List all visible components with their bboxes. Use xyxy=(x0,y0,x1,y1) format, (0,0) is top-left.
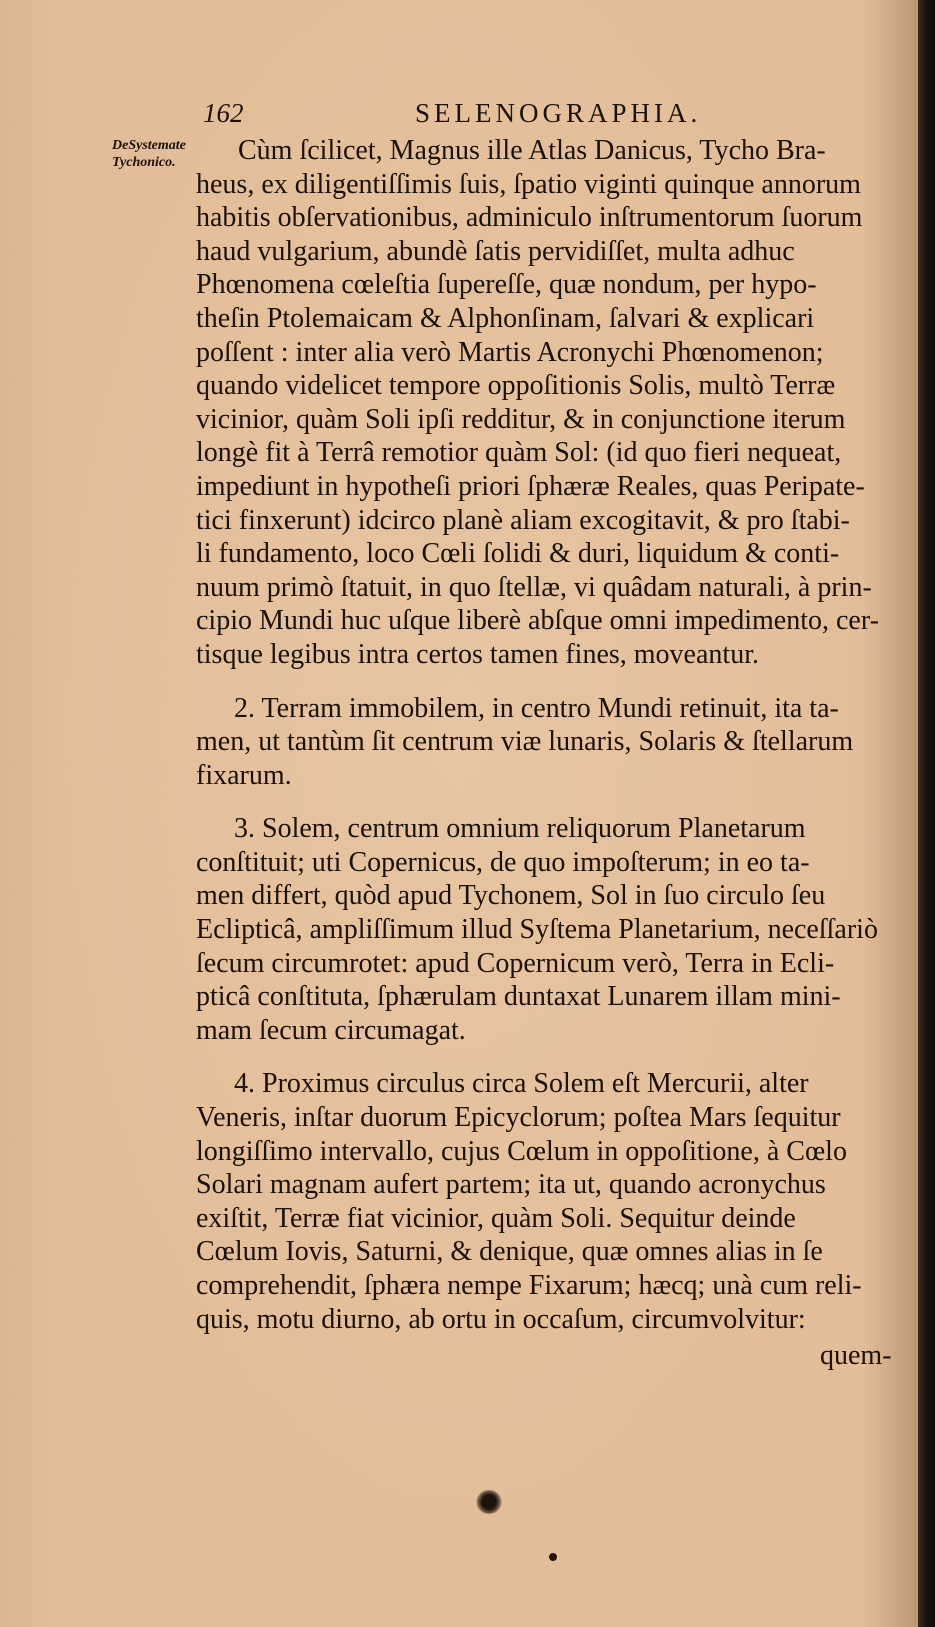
text-line: haud vulgarium, abundè ſatis pervidiſſet, multa adhuc xyxy=(196,235,795,267)
marginal-note xyxy=(112,137,202,171)
text-line: Cùm ſcilicet, Magnus ille Atlas Danicus, Tycho Bra- xyxy=(238,135,826,166)
text-line: li fundamento, loco Cœli ſolidi & duri, liquidum & conti- xyxy=(196,538,840,570)
text-line: 4. Proximus circulus circa Solem eſt Mercurii, alter xyxy=(234,1068,809,1100)
page-number: 162 xyxy=(203,98,244,128)
text-line: longè fit à Terrâ remotior quàm Sol: (id quo fieri nequeat, xyxy=(196,437,842,469)
page-edge-shadow xyxy=(918,0,935,1627)
text-line: tisque legibus intra certos tamen fines, moveantur. xyxy=(196,638,759,670)
text-line: heus, ex diligentiſſimis ſuis, ſpatio viginti quinque annorum xyxy=(196,168,861,200)
text-line: Veneris, inſtar duorum Epicyclorum; poſtea Mars ſequitur xyxy=(196,1102,841,1134)
text-line: poſſent : inter alia verò Martis Acronychi Phœnomenon; xyxy=(196,336,824,368)
text-line: tici finxerunt) idcirco planè aliam excogitavit, & pro ſtabi- xyxy=(196,504,850,536)
text-line: quis, motu diurno, ab ortu in occaſum, circumvolvitur: xyxy=(196,1303,806,1335)
paragraph-3 xyxy=(196,812,900,1047)
text-line: 2. Terram immobilem, in centro Mundi retinuit, ita ta- xyxy=(234,692,839,724)
text-line: impediunt in hypotheſi priori ſphæræ Reales, quas Peripate- xyxy=(196,470,865,502)
marginal-note-line: DeSystemate xyxy=(112,138,186,153)
text-line: habitis obſervationibus, adminiculo inſtrumentorum ſuorum xyxy=(196,202,863,234)
ink-blot xyxy=(476,1490,502,1514)
text-line: comprehendit, ſphæra nempe Fixarum; hæcq; unà cum reli- xyxy=(196,1270,862,1301)
text-line: longiſſimo intervallo, cujus Cœlum in oppoſitione, à Cœlo xyxy=(196,1135,847,1167)
ink-dot xyxy=(549,1553,557,1561)
text-line: Phœnomena cœleſtia ſupereſſe, quæ nondum, per hypo- xyxy=(196,269,817,301)
text-line: fixarum. xyxy=(196,759,292,791)
text-line: pticâ conſtituta, ſphærulam duntaxat Lunarem illam mini- xyxy=(196,981,841,1013)
text-line: nuum primò ſtatuit, in quo ſtellæ, vi quâdam naturali, à prin- xyxy=(196,571,872,603)
text-line: men differt, quòd apud Tychonem, Sol in ſuo circulo ſeu xyxy=(196,880,826,912)
text-line: Solari magnam aufert partem; ita ut, quando acronychus xyxy=(196,1169,826,1201)
text-line: vicinior, quàm Soli ipſi redditur, & in conjunctione iterum xyxy=(196,403,846,435)
page-header-title: SELENOGRAPHIA. xyxy=(415,98,702,128)
catchword: quem- xyxy=(820,1340,892,1371)
text-line: Eclipticâ, ampliſſimum illud Syſtema Planetarium, neceſſariò xyxy=(196,914,878,946)
text-line: Cœlum Iovis, Saturni, & denique, quæ omnes alias in ſe xyxy=(196,1236,823,1268)
text-line: theſin Ptolemaicam & Alphonſinam, ſalvari & explicari xyxy=(196,302,815,334)
running-head xyxy=(0,98,918,134)
text-line: conſtituit; uti Copernicus, de quo impoſterum; in eo ta- xyxy=(196,846,810,878)
text-line: cipio Mundi huc uſque liberè abſque omni impedimento, cer- xyxy=(196,605,879,637)
text-line: ſecum circumrotet: apud Copernicum verò, Terra in Ecli- xyxy=(196,947,835,979)
marginal-note-line: Tychonico. xyxy=(112,155,176,170)
paragraph-2 xyxy=(196,692,900,793)
paragraph-1 xyxy=(196,134,900,672)
text-line: exiſtit, Terræ fiat vicinior, quàm Soli. Sequitur deinde xyxy=(196,1202,796,1234)
text-line: 3. Solem, centrum omnium reliquorum Planetarum xyxy=(234,813,806,845)
paragraph-4 xyxy=(196,1067,900,1336)
text-line: mam ſecum circumagat. xyxy=(196,1014,466,1046)
text-line: quando videlicet tempore oppoſitionis Solis, multò Terræ xyxy=(196,370,836,402)
body-text xyxy=(196,134,900,1336)
text-line: men, ut tantùm ſit centrum viæ lunaris, Solaris & ſtellarum xyxy=(196,726,854,758)
